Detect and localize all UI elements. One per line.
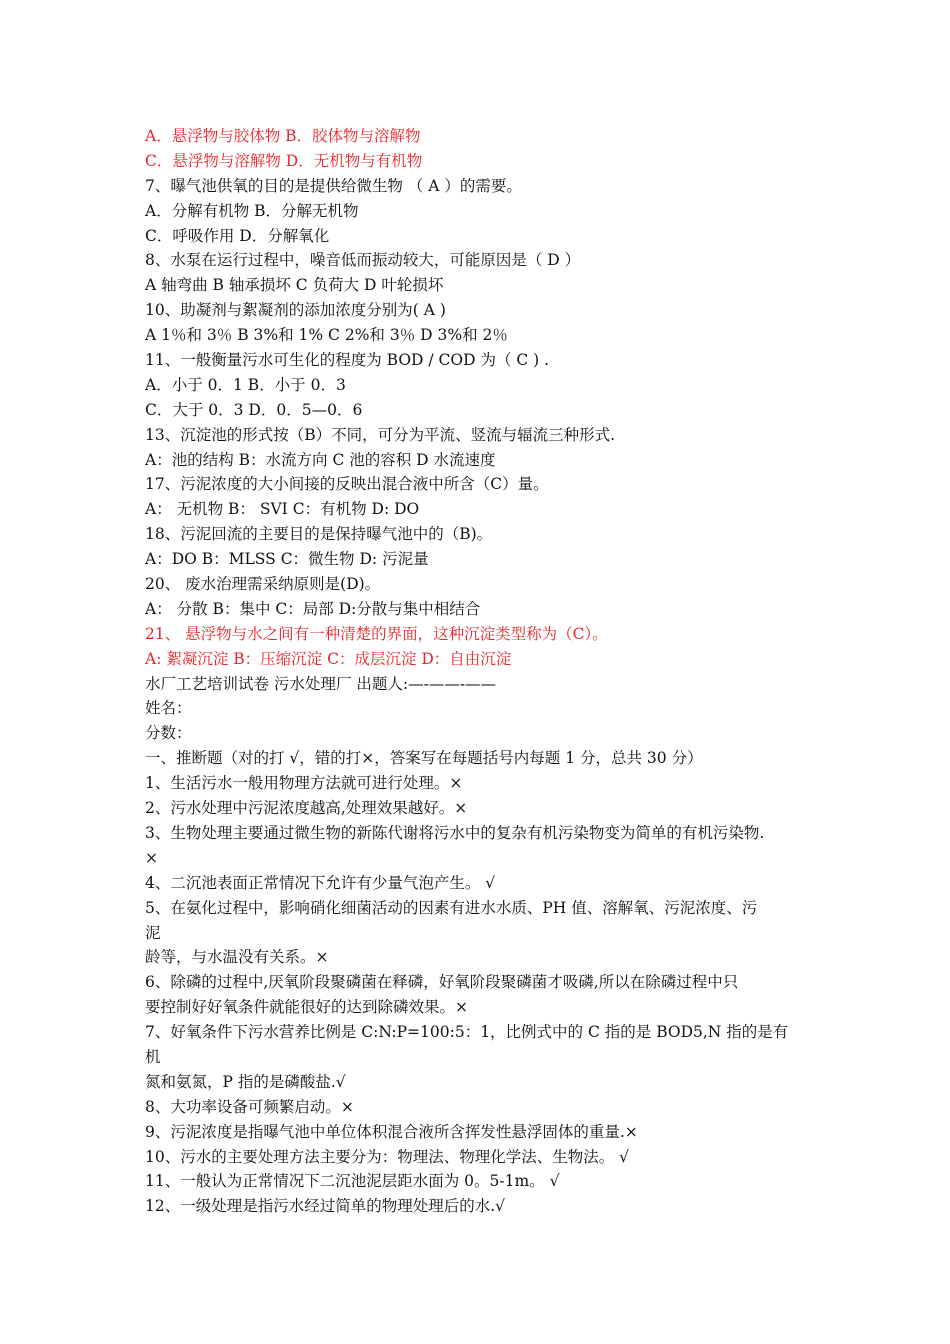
text-line: 2、污水处理中污泥浓度越高,处理效果越好。× [145,799,468,818]
text-line: 7、好氧条件下污水营养比例是 C:N:P=100:5：1，比例式中的 C 指的是 BOD5,N 指的是有 [145,1023,789,1042]
text-line: 氮和氨氮，P 指的是磷酸盐.√ [145,1072,346,1091]
text-line: C．大于 0．3 D．0．5—0．6 [145,400,363,419]
text-line: 5、在氨化过程中，影响硝化细菌活动的因素有进水水质、PH 值、溶解氧、污泥浓度、污 [145,898,758,917]
text-line: 3、生物处理主要通过微生物的新陈代谢将污水中的复杂有机污染物变为简单的有机污染物. [145,823,765,842]
text-line: 一、推断题（对的打 √，错的打×，答案写在每题括号内每题 1 分，总共 30 分） [145,749,703,768]
text-line: C．呼吸作用 D．分解氧化 [145,226,330,245]
text-line: 18、污泥回流的主要目的是保持曝气池中的（B)。 [145,525,493,544]
text-line: A： 无机物 B： SVI C：有机物 D: DO [145,500,420,519]
text-line: A．小于 0．1 B．小于 0．3 [145,375,346,394]
text-line: 分数： [145,724,192,743]
text-line: 要控制好好氧条件就能很好的达到除磷效果。× [145,998,468,1017]
text-line: 20、 废水治理需采纳原则是(D)。 [145,575,381,594]
text-line: 泥 [145,923,161,942]
text-line: 10、助凝剂与絮凝剂的添加浓度分别为( A ) [145,301,446,320]
text-line: A 1％和 3％ B 3%和 1% C 2%和 3％ D 3%和 2％ [145,326,508,345]
text-line: A：池的结构 B：水流方向 C 池的容积 D 水流速度 [145,450,496,469]
text-line: 11、一般认为正常情况下二沉池泥层距水面为 0。5-1m。 √ [145,1172,560,1191]
text-line: 水厂工艺培训试卷 污水处理厂 出题人:—-——-—— [145,674,497,693]
text-line: A．分解有机物 B．分解无机物 [145,201,359,220]
document-body [145,124,815,1219]
text-line: A： 分散 B：集中 C：局部 D:分散与集中相结合 [145,599,481,618]
text-line: A：DO B：MLSS C：微生物 D: 污泥量 [145,550,429,569]
text-line: 1、生活污水一般用物理方法就可进行处理。× [145,774,463,793]
text-line: 13、沉淀池的形式按（B）不同，可分为平流、竖流与辐流三种形式. [145,425,616,444]
text-line: A 轴弯曲 B 轴承损坏 C 负荷大 D 叶轮损坏 [145,276,444,295]
text-line: 8、大功率设备可频繁启动。× [145,1097,354,1116]
text-line: 21、 悬浮物与水之间有一种清楚的界面，这种沉淀类型称为（C）。 [145,624,608,643]
text-line: 姓名： [145,699,192,718]
text-line: 机 [145,1047,161,1066]
text-line: × [145,848,158,867]
text-line: 4、二沉池表面正常情况下允许有少量气泡产生。 √ [145,873,496,892]
text-line: C．悬浮物与溶解物 D．无机物与有机物 [145,151,423,170]
text-line: 6、除磷的过程中,厌氧阶段聚磷菌在释磷，好氧阶段聚磷菌才吸磷,所以在除磷过程中只 [145,973,739,992]
text-line: 12、一级处理是指污水经过简单的物理处理后的水.√ [145,1197,506,1216]
text-line: 11、一般衡量污水可生化的程度为 BOD / COD 为（ C ) . [145,351,550,370]
text-line: 龄等，与水温没有关系。× [145,948,329,967]
text-line: 17、污泥浓度的大小间接的反映出混合液中所含（C）量。 [145,475,549,494]
text-line: A．悬浮物与胶体物 B．胶体物与溶解物 [145,127,421,145]
text-line: 10、污水的主要处理方法主要分为：物理法、物理化学法、生物法。 √ [145,1147,630,1166]
text-line: A: 絮凝沉淀 B：压缩沉淀 C：成层沉淀 D：自由沉淀 [145,649,512,668]
text-line: 7、曝气池供氧的目的是提供给微生物 （ A ）的需要。 [145,176,522,195]
text-line: 8、水泵在运行过程中，噪音低而振动较大，可能原因是（ D ） [145,251,581,270]
text-line: 9、污泥浓度是指曝气池中单位体积混合液所含挥发性悬浮固体的重量.× [145,1122,638,1141]
